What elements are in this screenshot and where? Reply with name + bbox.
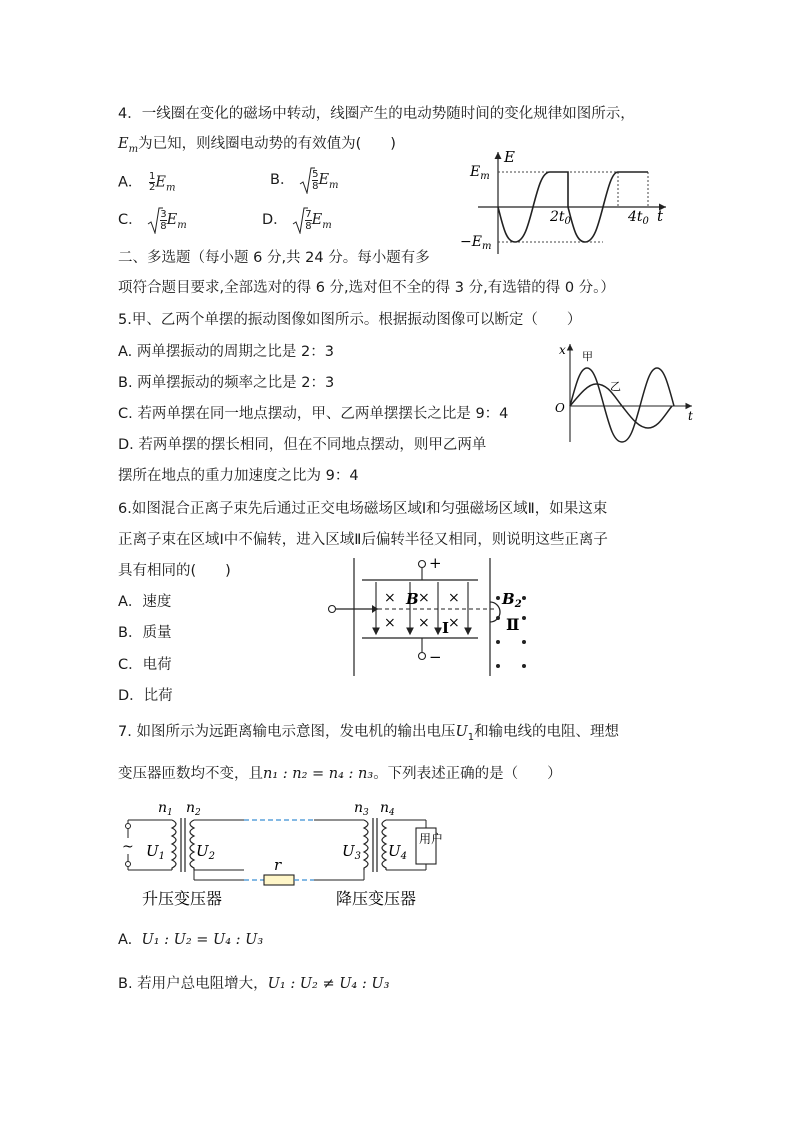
plus-label: + — [429, 554, 442, 572]
step-down-label: 降压变压器 — [336, 889, 417, 908]
minus-label: − — [429, 648, 442, 666]
q5-stem: 5.甲、乙两个单摆的振动图像如图所示。根据振动图像可以断定（ ） — [118, 312, 582, 328]
q5-option-c: C. 若两单摆在同一地点摆动，甲、乙两单摆摆长之比是 9：4 — [118, 406, 509, 422]
x-axis-label: t — [688, 409, 693, 423]
svg-text:×: × — [448, 615, 460, 631]
n4-label: $n_4$ — [380, 800, 395, 818]
q6-stem-line1: 6.如图混合正离子束先后通过正交电场磁场区域Ⅰ和匀强磁场区域Ⅱ，如果这束 — [118, 501, 608, 517]
q4-stem-line1: 4．一线圈在变化的磁场中转动，线圈产生的电动势随时间的变化规律如图所示， — [118, 106, 635, 122]
region1-label: Ⅰ — [442, 619, 450, 637]
q6-field-diagram — [318, 552, 548, 680]
section2-heading-line2: 项符合题目要求,全部选对的得 6 分,选对但不全的得 3 分,有选错的得 0 分。） — [118, 280, 615, 296]
em-label: $E_m$ — [470, 164, 490, 182]
q7-option-a: A. U₁ : U₂ = U₄ : U₃ — [118, 932, 264, 948]
q7-stem-line2: 变压器匝数均不变，且n₁ : n₂ = n₄ : n₃。下列表述正确的是（ ） — [118, 766, 562, 782]
q6-option-b: B．质量 — [118, 625, 172, 641]
u1-label: $U_1$ — [146, 842, 166, 862]
origin-label: O — [555, 401, 565, 415]
section2-heading-line1: 二、多选题（每小题 6 分,共 24 分。每小题有多 — [118, 250, 430, 266]
q4-option-a: A． 1 2 $E_m$ — [118, 171, 176, 194]
u3-label: $U_3$ — [342, 842, 362, 862]
svg-text:×: × — [418, 615, 430, 631]
svg-text:×: × — [448, 590, 460, 606]
tick-2t0: $2t_0$ — [550, 209, 571, 227]
q5-option-b: B. 两单摆振动的频率之比是 2：3 — [118, 375, 335, 391]
q6-option-d: D．比荷 — [118, 688, 173, 704]
neg-em-label: $-E_m$ — [460, 234, 492, 252]
user-label: 用户 — [419, 832, 444, 846]
q4-option-b: B． 5 8 $E_m$ — [270, 166, 339, 196]
q7-stem-line1: 7. 如图所示为远距离输电示意图，发电机的输出电压$U_1$和输电线的电阻、理想 — [118, 724, 620, 743]
q5-option-d-cont: 摆所在地点的重力加速度之比为 9：4 — [118, 468, 359, 484]
x-axis-label: t — [657, 207, 664, 225]
n1-label: $n_1$ — [158, 800, 173, 818]
b-label: B — [406, 590, 419, 608]
q6-option-c: C．电荷 — [118, 657, 172, 673]
step-up-label: 升压变压器 — [142, 889, 223, 908]
q5-pendulum-graph — [552, 338, 702, 448]
q5-option-a: A. 两单摆振动的周期之比是 2：3 — [118, 344, 334, 360]
region2-label: Ⅱ — [506, 615, 520, 634]
q4-emf-graph — [458, 146, 678, 256]
q7-option-b: B. 若用户总电阻增大，U₁ : U₂ ≠ U₄ : U₃ — [118, 976, 390, 992]
tick-4t0: $4t_0$ — [628, 209, 649, 227]
q6-stem-line2: 正离子束在区域Ⅰ中不偏转，进入区域Ⅱ后偏转半径又相同，则说明这些正离子 — [118, 532, 608, 548]
q6-stem-line3: 具有相同的( ) — [118, 563, 231, 579]
q5-option-d: D. 若两单摆的摆长相同，但在不同地点摆动，则甲乙两单 — [118, 437, 487, 453]
q4-option-c: C． 3 8 $E_m$ — [118, 206, 187, 236]
q6-option-a: A．速度 — [118, 594, 172, 610]
series-yi-label: 乙 — [610, 380, 621, 393]
u2-label: $U_2$ — [196, 842, 216, 862]
b2-label: $B_2$ — [502, 590, 522, 610]
y-axis-label: E — [504, 148, 515, 166]
q4-option-d: D． 7 8 $E_m$ — [262, 206, 332, 236]
svg-text:×: × — [384, 590, 396, 606]
q7-transmission-diagram — [114, 798, 454, 914]
series-jia-label: 甲 — [582, 350, 593, 363]
y-axis-label: x — [559, 343, 566, 357]
svg-text:×: × — [418, 590, 430, 606]
r-label: r — [274, 856, 282, 874]
q4-stem-line2: $E_m$为已知，则线圈电动势的有效值为( ) — [118, 136, 396, 155]
svg-text:×: × — [384, 615, 396, 631]
n3-label: $n_3$ — [354, 800, 369, 818]
ac-source-icon: ~ — [122, 839, 134, 855]
n2-label: $n_2$ — [186, 800, 201, 818]
line-resistor — [264, 875, 294, 885]
u4-label: $U_4$ — [388, 842, 408, 862]
